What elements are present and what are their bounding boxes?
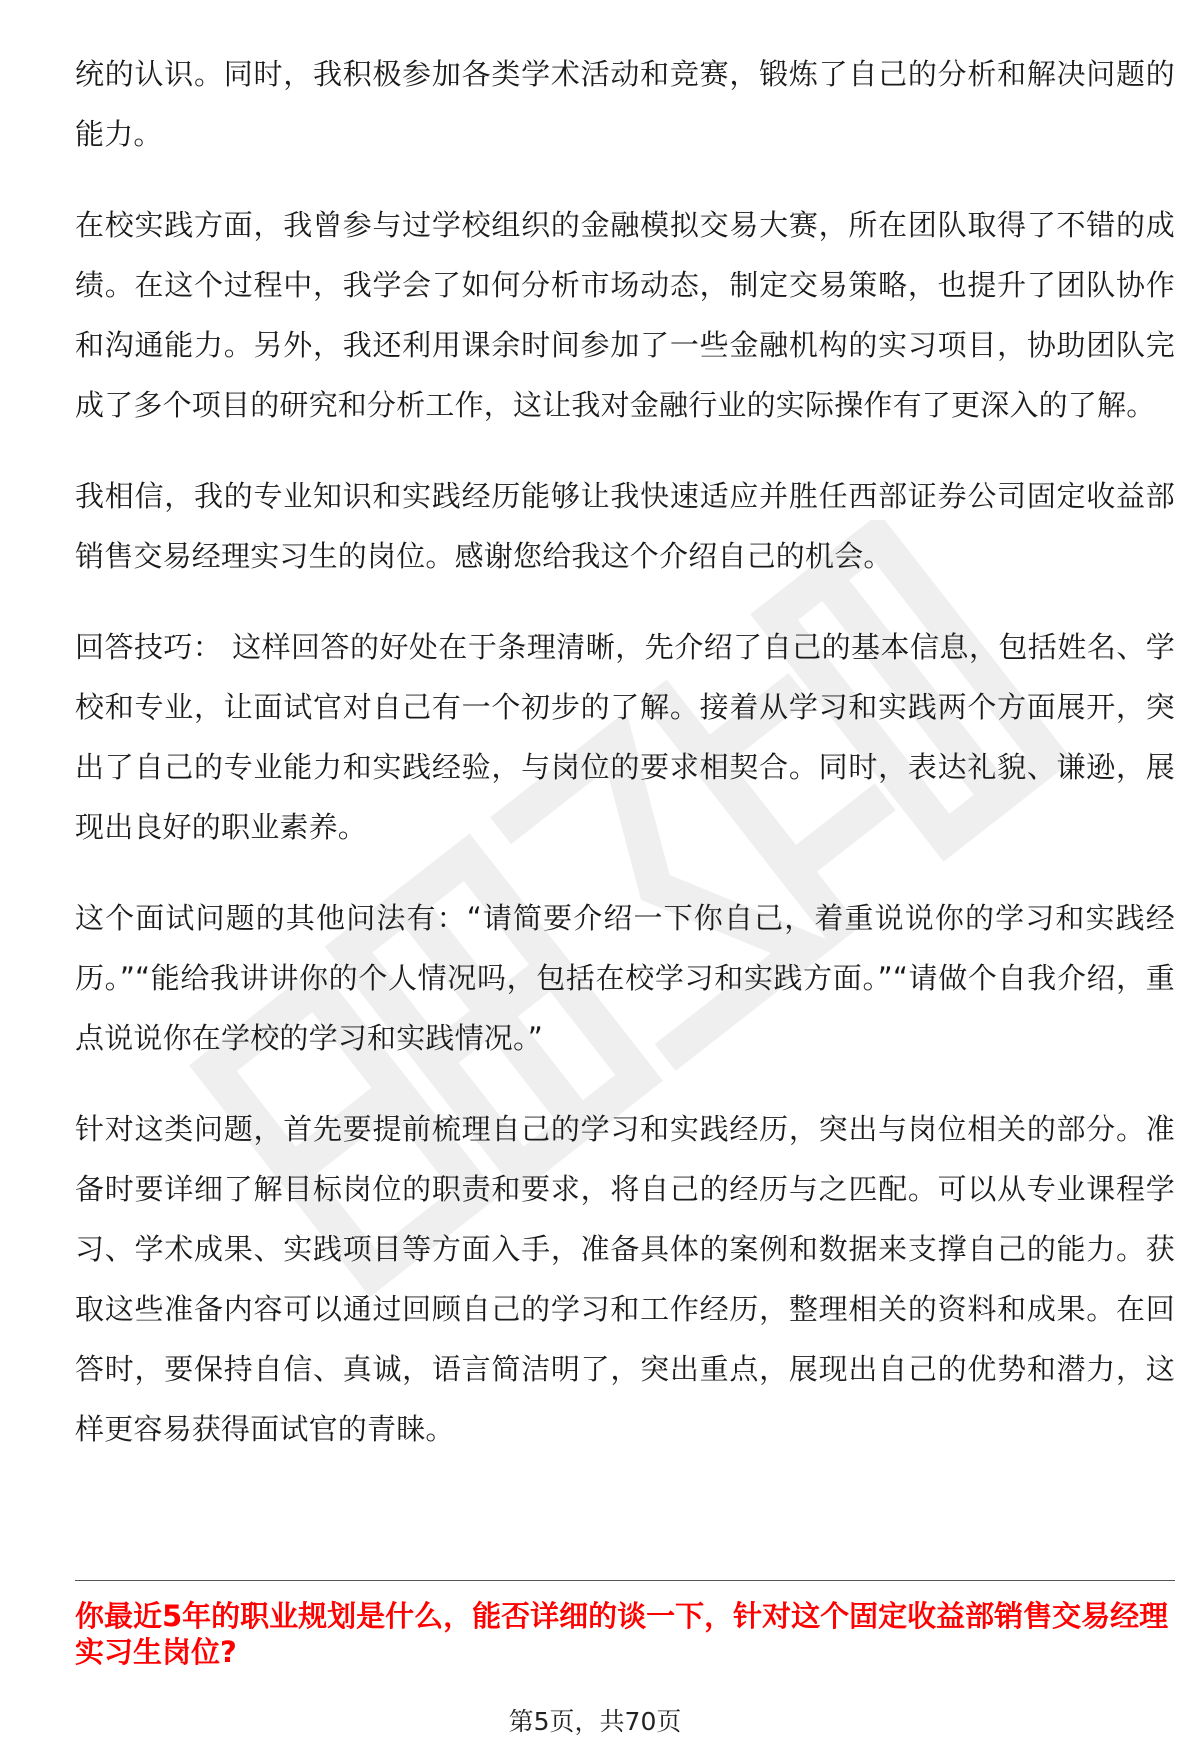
body-text — [75, 44, 1175, 1490]
paragraph-conclusion: 我相信，我的专业知识和实践经历能够让我快速适应并胜任西部证券公司固定收益部销售交易经理实习生的岗位。感谢您给我这个介绍自己的机会。 — [75, 479, 1175, 573]
next-question-heading: 你最近5年的职业规划是什么，能否详细的谈一下，针对这个固定收益部销售交易经理实习生岗位? — [75, 1599, 1169, 1669]
paragraph-alternative-questions: 这个面试问题的其他问法有：“请简要介绍一下你自己，着重说说你的学习和实践经历。”“能给我讲讲你的个人情况吗，包括在校学习和实践方面。”“请做个自我介绍，重点说说你在学校的学习和实践情况。” — [75, 901, 1175, 1055]
page-number-footer: 第5页，共70页 — [508, 1707, 682, 1736]
paragraph-answer-tips: 回答技巧： 这样回答的好处在于条理清晰，先介绍了自己的基本信息，包括姓名、学校和专业，让面试官对自己有一个初步的了解。接着从学习和实践两个方面展开，突出了自己的专业能力和实践经验，与岗位的要求相契合。同时，表达礼貌、谦逊，展现出良好的职业素养。 — [75, 630, 1175, 844]
section-divider — [75, 1580, 1175, 1581]
paragraph-academic-summary: 统的认识。同时，我积极参加各类学术活动和竞赛，锻炼了自己的分析和解决问题的能力。 — [75, 57, 1175, 151]
paragraph-practice-experience: 在校实践方面，我曾参与过学校组织的金融模拟交易大赛，所在团队取得了不错的成绩。在这个过程中，我学会了如何分析市场动态，制定交易策略，也提升了团队协作和沟通能力。另外，我还利用课余时间参加了一些金融机构的实习项目，协助团队完成了多个项目的研究和分析工作，这让我对金融行业的实际操作有了更深入的了解。 — [75, 208, 1175, 422]
paragraph-preparation-advice: 针对这类问题，首先要提前梳理自己的学习和实践经历，突出与岗位相关的部分。准备时要详细了解目标岗位的职责和要求，将自己的经历与之匹配。可以从专业课程学习、学术成果、实践项目等方面入手，准备具体的案例和数据来支撑自己的能力。获取这些准备内容可以通过回顾自己的学习和工作经历，整理相关的资料和成果。在回答时，要保持自信、真诚，语言简洁明了，突出重点，展现出自己的优势和潜力，这样更容易获得面试官的青睐。 — [75, 1112, 1175, 1446]
